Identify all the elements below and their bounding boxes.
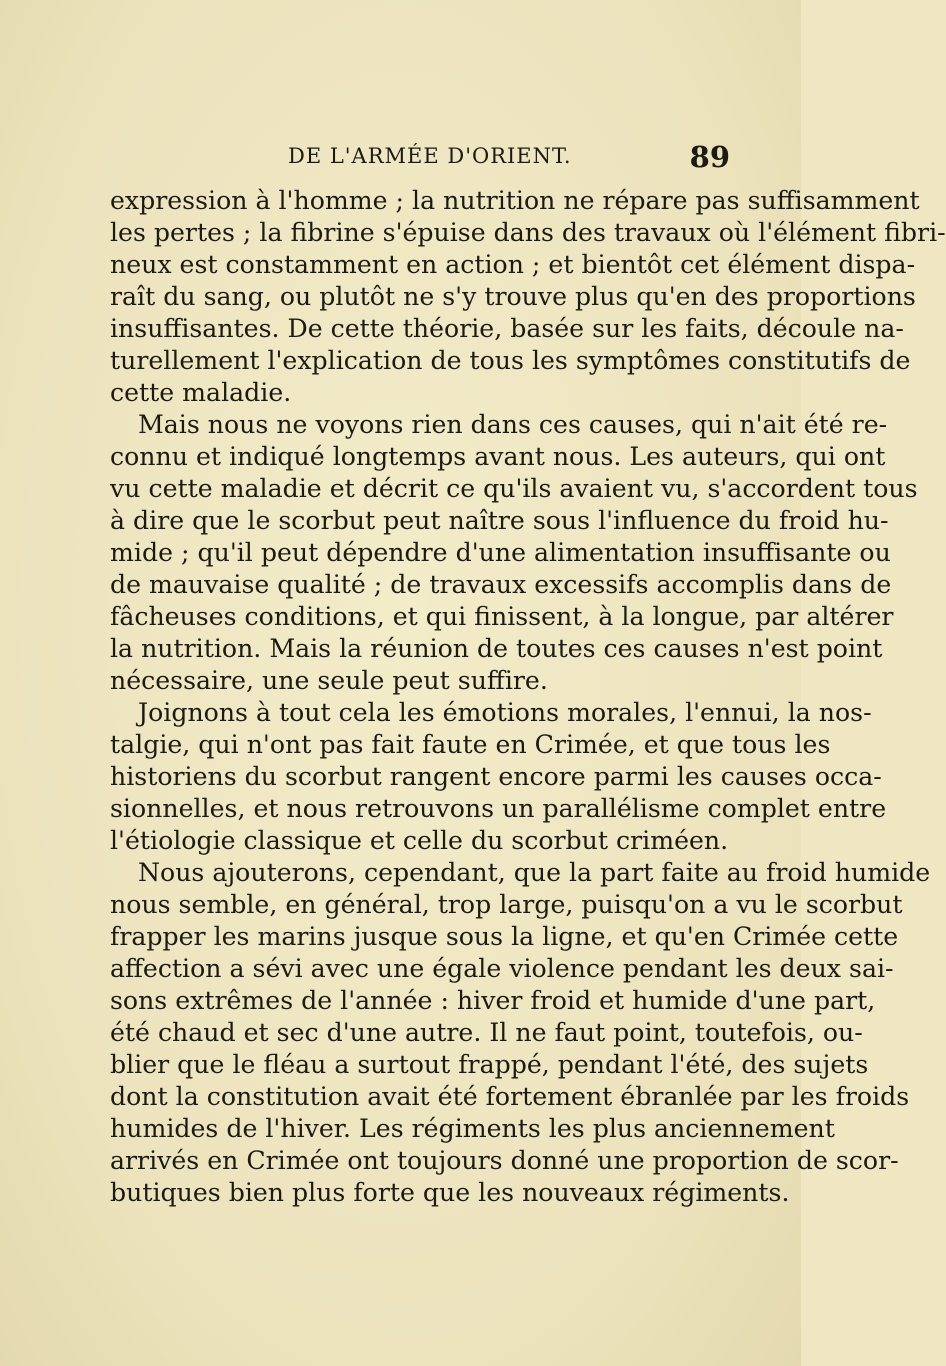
text-line: sionnelles, et nous retrouvons un parallélisme complet entre bbox=[110, 794, 887, 823]
paragraph bbox=[110, 185, 946, 409]
text-line: neux est constamment en action ; et bientôt cet élément dispa- bbox=[110, 250, 916, 279]
text-line: frapper les marins jusque sous la ligne, et qu'en Crimée cette bbox=[110, 922, 899, 951]
text-line: Joignons à tout cela les émotions morales, l'ennui, la nos- bbox=[138, 698, 872, 727]
text-line: expression à l'homme ; la nutrition ne répare pas suffisamment bbox=[110, 186, 920, 215]
text-line: affection a sévi avec une égale violence pendant les deux sai- bbox=[110, 954, 894, 983]
text-line: l'étiologie classique et celle du scorbut criméen. bbox=[110, 826, 729, 855]
text-line: de mauvaise qualité ; de travaux excessifs accomplis dans de bbox=[110, 570, 892, 599]
text-line: historiens du scorbut rangent encore parmi les causes occa- bbox=[110, 762, 882, 791]
text-line: vu cette maladie et décrit ce qu'ils avaient vu, s'accordent tous bbox=[110, 474, 918, 503]
text-line: blier que le fléau a surtout frappé, pendant l'été, des sujets bbox=[110, 1050, 869, 1079]
text-line: arrivés en Crimée ont toujours donné une proportion de scor- bbox=[110, 1146, 899, 1175]
text-line: humides de l'hiver. Les régiments les plus anciennement bbox=[110, 1114, 835, 1143]
text-line: la nutrition. Mais la réunion de toutes ces causes n'est point bbox=[110, 634, 883, 663]
text-line: été chaud et sec d'une autre. Il ne faut point, toutefois, ou- bbox=[110, 1018, 863, 1047]
running-head: DE L'ARMÉE D'ORIENT. bbox=[288, 144, 572, 168]
paragraph bbox=[110, 697, 887, 857]
text-line: nécessaire, une seule peut suffire. bbox=[110, 666, 548, 695]
text-line: connu et indiqué longtemps avant nous. Les auteurs, qui ont bbox=[110, 442, 886, 471]
text-line: nous semble, en général, trop large, puisqu'on a vu le scorbut bbox=[110, 890, 903, 919]
text-line: insuffisantes. De cette théorie, basée sur les faits, découle na- bbox=[110, 314, 904, 343]
page-header bbox=[110, 140, 730, 176]
text-line: à dire que le scorbut peut naître sous l'influence du froid hu- bbox=[110, 506, 889, 535]
paragraph bbox=[110, 857, 931, 1209]
text-line: les pertes ; la fibrine s'épuise dans des travaux où l'élément fibri- bbox=[110, 218, 946, 247]
page-number: 89 bbox=[689, 140, 730, 174]
text-line: fâcheuses conditions, et qui finissent, à la longue, par altérer bbox=[110, 602, 894, 631]
body-text bbox=[110, 185, 946, 1209]
text-line: dont la constitution avait été fortement ébranlée par les froids bbox=[110, 1082, 910, 1111]
text-line: raît du sang, ou plutôt ne s'y trouve plus qu'en des proportions bbox=[110, 282, 916, 311]
text-line: cette maladie. bbox=[110, 378, 292, 407]
text-line: talgie, qui n'ont pas fait faute en Crimée, et que tous les bbox=[110, 730, 831, 759]
text-line: Nous ajouterons, cependant, que la part faite au froid humide bbox=[138, 858, 931, 887]
text-line: mide ; qu'il peut dépendre d'une alimentation insuffisante ou bbox=[110, 538, 891, 567]
text-line: butiques bien plus forte que les nouveaux régiments. bbox=[110, 1178, 790, 1207]
text-line: turellement l'explication de tous les symptômes constitutifs de bbox=[110, 346, 911, 375]
paragraph bbox=[110, 409, 918, 697]
text-line: Mais nous ne voyons rien dans ces causes, qui n'ait été re- bbox=[138, 410, 888, 439]
text-line: sons extrêmes de l'année : hiver froid et humide d'une part, bbox=[110, 986, 876, 1015]
